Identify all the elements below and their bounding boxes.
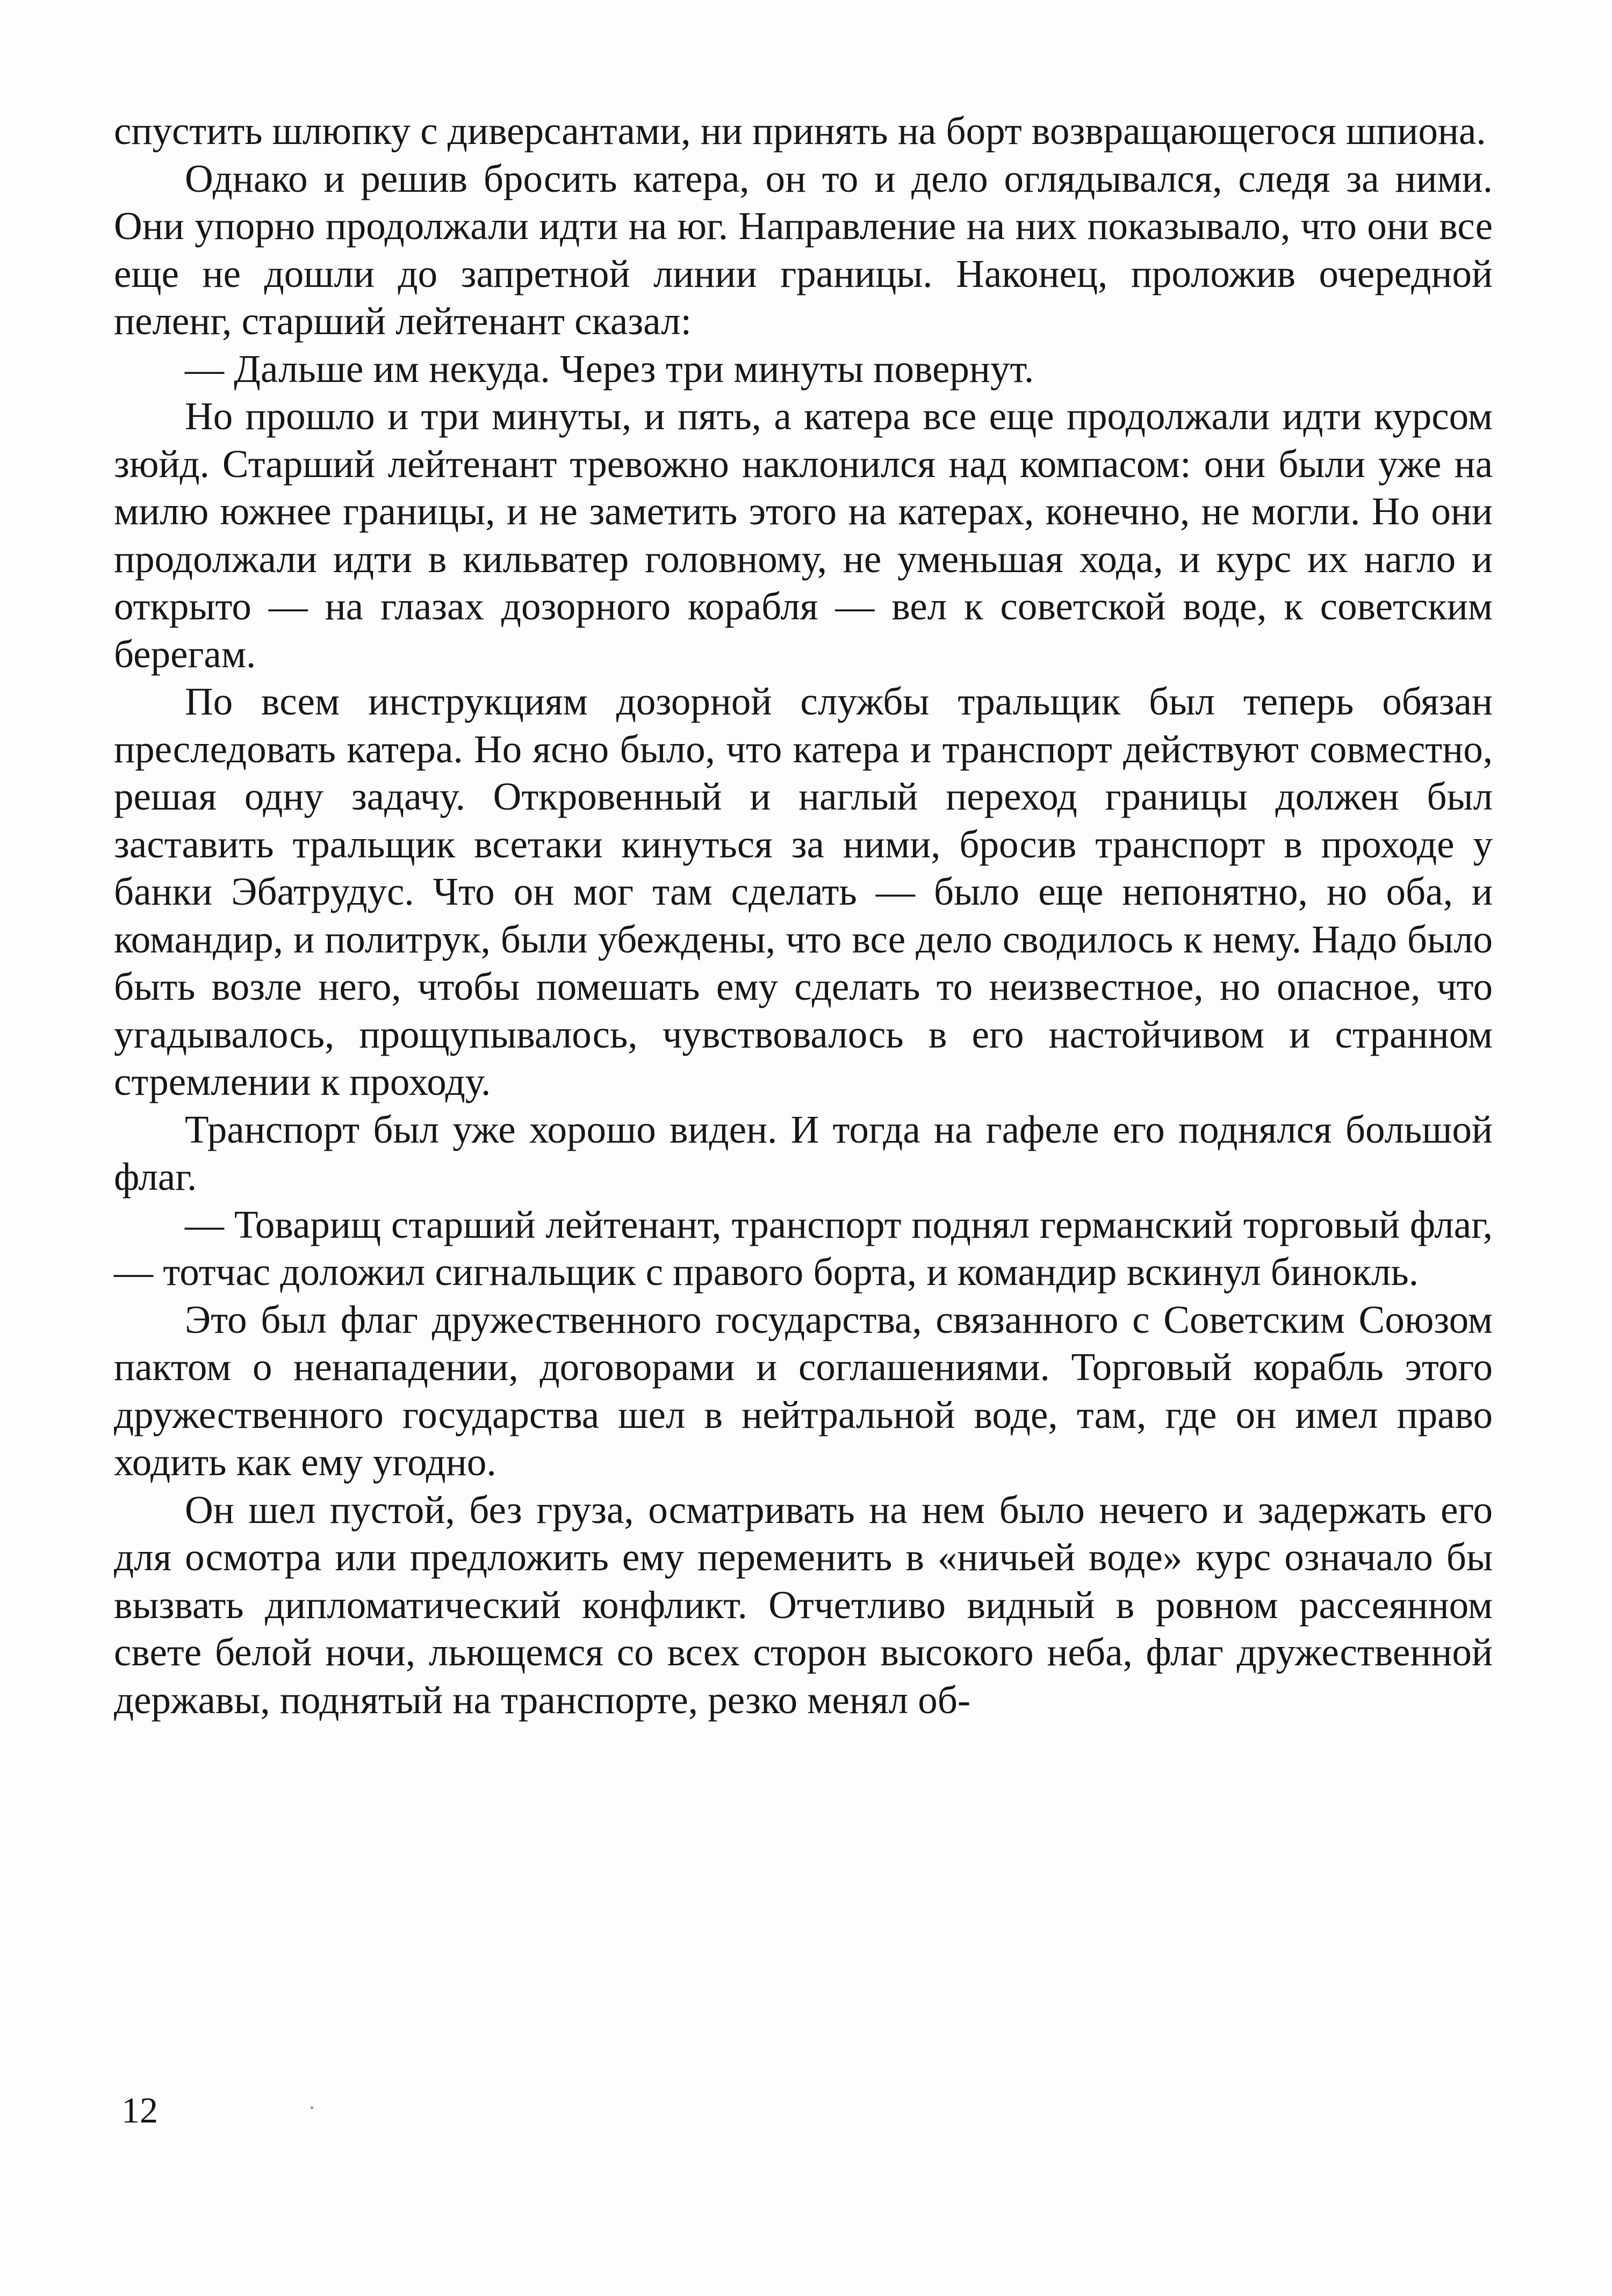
paragraph-3: — Дальше им некуда. Через три минуты повернут. [185,346,1034,391]
print-speck [311,2106,313,2109]
paragraph-5: По всем инструкциям дозорной службы тральщик был теперь обязан преследовать катера. Но ясно было, что катера и транспорт действуют совместно, решая одну задачу. Откровенный и наглый переход границы должен был заставить тральщик всетаки кинуться за ними, бросив транспорт в проходе у банки Эбатрудус. Что он мог там сделать — было еще непонятно, но оба, и командир, и политрук, были убеждены, что все дело сводилось к нему. Надо было быть возле него, чтобы помешать ему сделать то неизвестное, но опасное, что угадывалось, прощупывалось, чувствовалось в его настойчивом и странном стремлении к проходу. [114,680,1493,1103]
paragraph-4: Но прошло и три минуты, и пять, а катера все еще продолжали идти курсом зюйд. Старший лейтенант тревожно наклонился над компасом: они были уже на милю южнее границы, и не заметить этого на катерах, конечно, не могли. Но они продолжали идти в кильватер головному, не уменьшая хода, и курс их нагло и открыто — на глазах дозорного корабля — вел к советской воде, к советским берегам. [114,394,1493,676]
paragraph-1: спустить шлюпку с диверсантами, ни принять на борт возвращающегося шпиона. [114,109,1486,153]
page-number: 12 [121,2090,158,2131]
paragraph-9: Он шел пустой, без груза, осматривать на нем было нечего и задержать его для осмотра или предложить ему переменить в «ничьей воде» курс означало бы вызвать дипломатический конфликт. Отчетливо видный в ровном рассеянном свете белой ночи, льющемся со всех сторон высокого неба, флаг дружественной державы, поднятый на транспорте, резко менял об- [114,1488,1493,1722]
paragraph-7: — Товарищ старший лейтенант, транспорт поднял германский торговый флаг,— тотчас доложил сигнальщик с правого борта, и командир вскинул бинокль. [114,1202,1493,1294]
body-text [114,107,1493,1724]
paragraph-2: Однако и решив бросить катера, он то и дело оглядывался, следя за ними. Они упорно продолжали идти на юг. Направление на них показывало, что они все еще не дошли до запретной линии границы. Наконец, проложив очередной пеленг, старший лейтенант сказал: [114,156,1493,343]
paragraph-8: Это был флаг дружественного государства, связанного с Советским Союзом пактом о ненападении, договорами и соглашениями. Торговый корабль этого дружественного государства шел в нейтральной воде, там, где он имел право ходить как ему угодно. [114,1297,1493,1484]
paragraph-6: Транспорт был уже хорошо виден. И тогда на гафеле его поднялся большой флаг. [114,1107,1493,1198]
